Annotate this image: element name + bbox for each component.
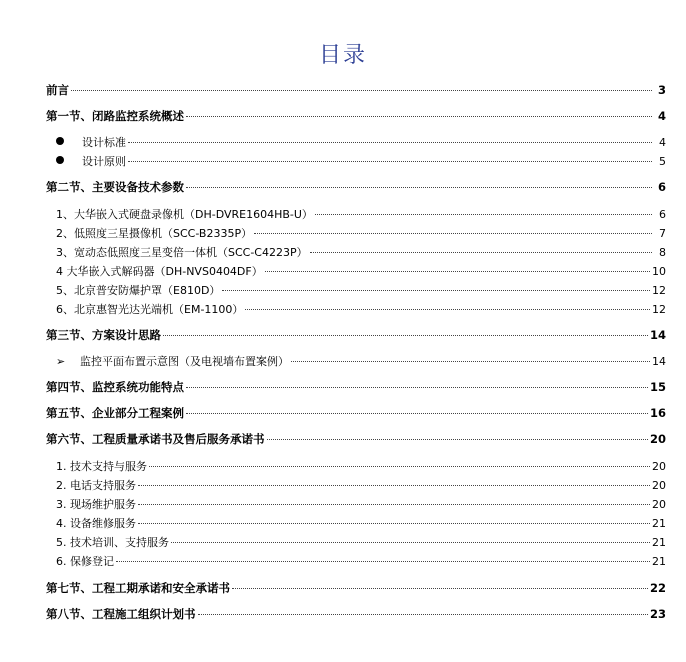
toc-label: 第八节、工程施工组织计划书 [46,607,196,621]
dot-leader [186,387,648,388]
toc-page-number: 8 [659,246,666,259]
toc-page-number: 7 [659,227,666,240]
dot-leader [186,413,648,414]
toc-label: 2. 电话支持服务 [56,479,136,492]
dot-leader [128,161,652,162]
toc-entry-device-6[interactable] [56,301,666,317]
toc-label: 监控平面布置示意图（及电视墙布置案例） [80,355,289,368]
toc-entry-device-4[interactable] [56,263,666,279]
toc-page-number: 14 [652,355,666,368]
toc-page-number: 6 [657,180,666,194]
toc-page-number: 21 [652,536,666,549]
toc-entry-section-1[interactable] [46,108,666,124]
toc-entry-preface[interactable] [46,82,666,98]
toc-label: 设计标准 [82,136,126,149]
dot-leader [198,614,648,615]
toc-label: 设计原则 [82,155,126,168]
toc-page-number: 6 [659,208,666,221]
toc-entry-service-2[interactable] [56,477,666,493]
dot-leader [116,561,650,562]
toc-page-number: 3 [657,83,666,97]
dot-leader [267,439,648,440]
toc-label: 第五节、企业部分工程案例 [46,406,184,420]
toc-label: 第六节、工程质量承诺书及售后服务承诺书 [46,432,265,446]
toc-entry-section-5[interactable] [46,405,666,421]
toc-entry-service-1[interactable] [56,458,666,474]
dot-leader [163,335,648,336]
toc-page-number: 14 [649,328,666,342]
dot-leader [138,504,650,505]
toc-label: 4 大华嵌入式解码器（DH-NVS0404DF） [56,265,263,278]
toc-label: 前言 [46,83,69,97]
toc-entry-section-6[interactable] [46,431,666,447]
dot-leader [254,233,652,234]
toc-entry-service-6[interactable] [56,553,666,569]
toc-entry-section-8[interactable] [46,606,666,622]
toc-page-number: 15 [649,380,666,394]
toc-page-number: 4 [657,109,666,123]
dot-leader [245,309,650,310]
dot-leader [310,252,652,253]
arrow-bullet-icon: ➢ [56,355,66,368]
dot-leader [232,588,648,589]
dot-leader [138,485,650,486]
toc-page-number: 21 [652,555,666,568]
dot-leader [291,361,650,362]
toc-entry-section-4[interactable] [46,379,666,395]
toc-label: 1、大华嵌入式硬盘录像机（DH-DVRE1604HB-U） [56,208,313,221]
dot-leader [171,542,650,543]
toc-entry-layout-diagram[interactable] [56,353,666,369]
toc-entry-section-3[interactable] [46,327,666,343]
dot-leader [149,466,650,467]
bullet-icon [56,137,64,145]
toc-label: 第四节、监控系统功能特点 [46,380,184,394]
toc-page-number: 10 [652,265,666,278]
toc-label: 第一节、闭路监控系统概述 [46,109,184,123]
toc-page-number: 20 [652,479,666,492]
toc-label: 6. 保修登记 [56,555,114,568]
toc-entry-device-2[interactable] [56,225,666,241]
dot-leader [265,271,650,272]
toc-page-number: 21 [652,517,666,530]
toc-label: 6、北京惠智光达光端机（EM-1100） [56,303,244,316]
toc-entry-device-3[interactable] [56,244,666,260]
toc-entry-device-1[interactable] [56,206,666,222]
toc-page-number: 22 [649,581,666,595]
toc-label: 第二节、主要设备技术参数 [46,180,184,194]
toc-label: 2、低照度三星摄像机（SCC-B2335P） [56,227,253,240]
bullet-icon [56,156,64,164]
dot-leader [128,142,652,143]
toc-page-number: 20 [652,460,666,473]
toc-page-number: 16 [649,406,666,420]
toc-entry-section-7[interactable] [46,580,666,596]
toc-label: 3. 现场维护服务 [56,498,136,511]
toc-page-number: 12 [652,303,666,316]
toc-page-number: 23 [649,607,666,621]
toc-entry-service-3[interactable] [56,496,666,512]
dot-leader [222,290,650,291]
dot-leader [71,90,652,91]
toc-page-number: 12 [652,284,666,297]
toc-label: 第七节、工程工期承诺和安全承诺书 [46,581,230,595]
toc-entry-design-principle[interactable] [56,153,666,169]
toc-entry-service-5[interactable] [56,534,666,550]
toc-page-number: 20 [652,498,666,511]
toc-page-number: 20 [649,432,666,446]
toc-label: 4. 设备维修服务 [56,517,136,530]
toc-entry-section-2[interactable] [46,179,666,195]
toc-label: 3、宽动态低照度三星变倍一体机（SCC-C4223P） [56,246,308,259]
toc-label: 5. 技术培训、支持服务 [56,536,169,549]
dot-leader [186,116,652,117]
toc-label: 5、北京普安防爆护罩（E810D） [56,284,221,297]
dot-leader [138,523,650,524]
toc-entry-design-standard[interactable] [56,134,666,150]
toc-page-number: 4 [659,136,666,149]
toc-page-number: 5 [659,155,666,168]
toc-entry-service-4[interactable] [56,515,666,531]
page-title: 目录 [318,43,367,68]
dot-leader [315,214,652,215]
dot-leader [186,187,652,188]
toc-entry-device-5[interactable] [56,282,666,298]
toc-label: 1. 技术支持与服务 [56,460,147,473]
toc-label: 第三节、方案设计思路 [46,328,161,342]
